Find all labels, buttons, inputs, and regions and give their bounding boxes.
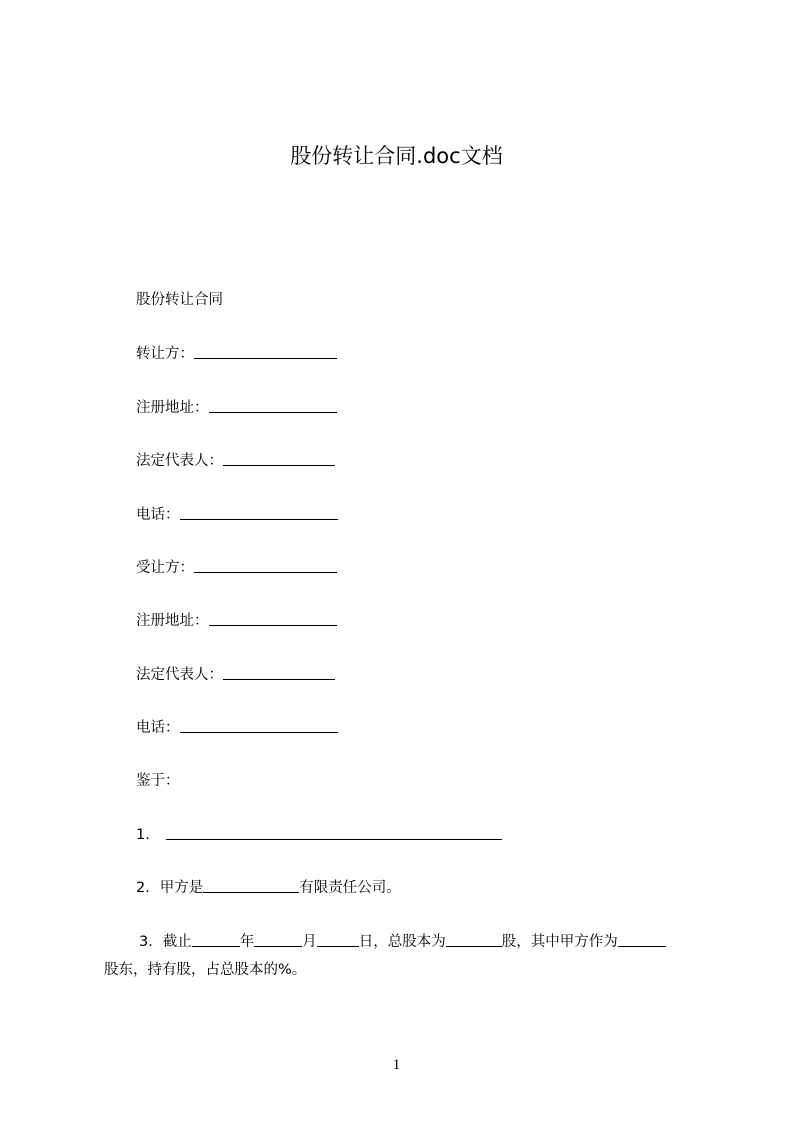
clause-2-prefix: 甲方是 [159, 880, 204, 896]
clause-3-line-1 [139, 931, 666, 953]
transferee-line [136, 557, 337, 579]
transferor-rep-blank[interactable] [223, 451, 335, 466]
transferee-address-line [136, 610, 337, 632]
transferor-phone-blank[interactable] [180, 505, 338, 520]
transferor-phone-label: 电话： [136, 507, 180, 523]
transferor-line [136, 343, 337, 365]
transferee-phone-line [136, 717, 338, 739]
clause-3-as-of: 3．截止 [139, 934, 192, 950]
clause-3-day-total: 日，总股本为 [358, 934, 446, 950]
clause-3-holds: 股东，持有 [104, 962, 177, 978]
transferor-rep-label: 法定代表人： [136, 453, 223, 469]
transferor-address-label: 注册地址： [136, 400, 209, 416]
transferor-address-line [136, 397, 337, 419]
transferee-address-label: 注册地址： [136, 613, 209, 629]
transferee-address-blank[interactable] [209, 611, 337, 626]
document-title: 股份转让合同.doc文档 [290, 144, 503, 168]
clause-2-company-blank[interactable] [203, 878, 299, 893]
clause-3-year: 年 [239, 934, 255, 950]
transferee-rep-blank[interactable] [223, 665, 335, 680]
clause-3-percent-sign: %。 [278, 962, 307, 978]
whereas-label: 鉴于： [136, 773, 180, 789]
transferee-phone-blank[interactable] [180, 718, 338, 733]
clause-3-percent-of: 股，占总股本的 [176, 962, 278, 978]
transferor-blank[interactable] [194, 344, 337, 359]
clause-3-year-blank[interactable] [192, 932, 240, 947]
page-number: 1 [392, 1057, 401, 1073]
clause-2-suffix: 有限责任公司。 [299, 880, 401, 896]
clause-3-day-blank[interactable] [317, 932, 359, 947]
clause-1-blank[interactable] [166, 825, 502, 840]
transferor-phone-line [136, 504, 338, 526]
clause-3-month: 月 [302, 934, 317, 950]
clause-3-month-blank[interactable] [254, 932, 302, 947]
transferor-address-blank[interactable] [209, 398, 337, 413]
transferee-rep-label: 法定代表人： [136, 667, 223, 683]
contract-heading: 股份转让合同 [136, 292, 223, 308]
clause-3-total-shares-blank[interactable] [446, 932, 502, 947]
clause-3-line-2 [104, 959, 704, 981]
clause-2 [136, 877, 401, 899]
transferor-label: 转让方： [136, 346, 194, 362]
clause-2-number: 2． [136, 880, 160, 896]
transferee-phone-label: 电话： [136, 720, 180, 736]
transferee-label: 受让方： [136, 560, 194, 576]
clause-1 [136, 824, 502, 846]
clause-1-number: 1． [136, 827, 160, 843]
clause-3-shares-party-a: 股，其中甲方作为 [501, 934, 618, 950]
clause-3-role-blank-a[interactable] [618, 932, 666, 947]
transferee-rep-line [136, 664, 335, 686]
transferor-rep-line [136, 450, 335, 472]
transferee-blank[interactable] [194, 558, 337, 573]
